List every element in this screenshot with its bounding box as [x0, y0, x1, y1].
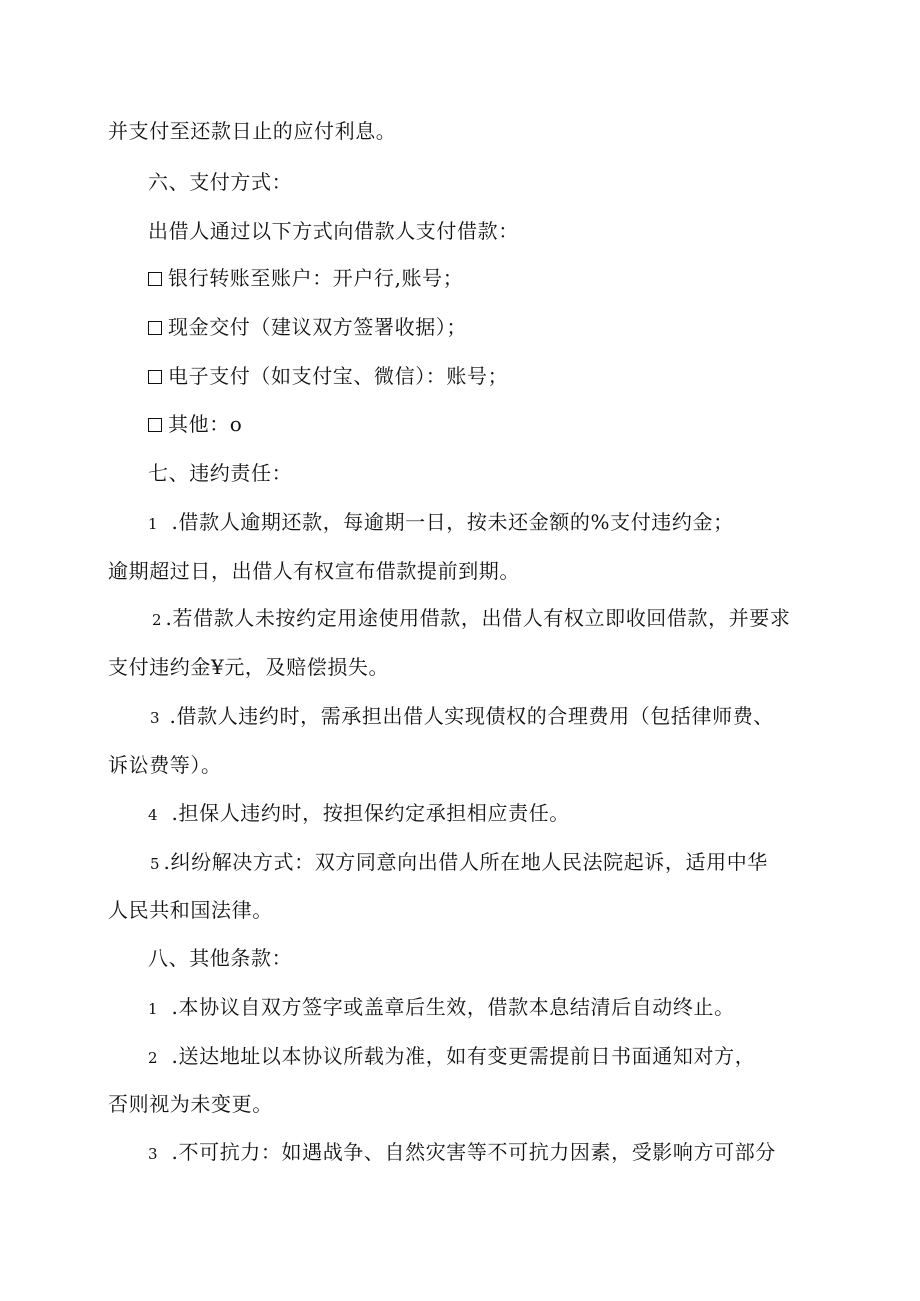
- clause-text: .若借款人未按约定用途使用借款，出借人有权立即收回借款，并要求: [165, 606, 791, 630]
- clause-number: 2: [148, 1049, 158, 1067]
- text-line: 并支付至还款日止的应付利息。: [108, 119, 397, 143]
- option-other: [148, 414, 242, 434]
- checkbox-icon: [148, 321, 162, 335]
- clause-text: .本协议自双方签字或盖章后生效，借款本息结清后自动终止。: [171, 995, 735, 1019]
- clause-item: [148, 1046, 755, 1066]
- option-bank-transfer: [148, 268, 463, 288]
- clause-text: .送达地址以本协议所载为准，如有变更需提前日书面通知对方，: [171, 1044, 756, 1068]
- clause-number: 5: [150, 855, 160, 873]
- clause-item: [152, 608, 791, 628]
- clause-text: .纠纷解决方式：双方同意向出借人所在地人民法院起诉，适用中华: [163, 850, 768, 874]
- clause-text: .担保人违约时，按担保约定承担相应责任。: [171, 801, 570, 825]
- clause-text: .借款人违约时，需承担出借人实现债权的合理费用（包括律师费、: [169, 704, 774, 728]
- clause-number: 1: [148, 1000, 158, 1018]
- section-heading-other: 八、其他条款：: [148, 946, 293, 970]
- clause-number: 3: [148, 1145, 158, 1163]
- clause-item: [150, 852, 768, 872]
- clause-item: [148, 997, 735, 1017]
- clause-number: 2: [152, 611, 162, 629]
- clause-item: [150, 706, 774, 726]
- clause-item: [148, 803, 570, 823]
- section-heading-payment: 六、支付方式：: [148, 170, 293, 194]
- option-label: 银行转账至账户：开户行,账号；: [168, 266, 464, 290]
- clause-number: 3: [150, 709, 160, 727]
- clause-number: 1: [148, 515, 158, 533]
- checkbox-icon: [148, 418, 162, 432]
- text-line: 诉讼费等）。: [108, 753, 222, 777]
- option-electronic: [148, 366, 508, 386]
- clause-item: [148, 512, 734, 532]
- clause-text: .借款人逾期还款，每逾期一日，按未还金额的%支付违约金；: [171, 510, 734, 534]
- clause-number: 4: [148, 806, 158, 824]
- option-label: 电子支付（如支付宝、微信）：账号；: [168, 364, 509, 388]
- text-line: 出借人通过以下方式向借款人支付借款：: [148, 219, 519, 243]
- text-line: 否则视为未变更。: [108, 1092, 273, 1116]
- checkbox-icon: [148, 272, 162, 286]
- checkbox-icon: [148, 370, 162, 384]
- option-label: 现金交付（建议双方签署收据）；: [168, 315, 467, 339]
- text-line: 人民共和国法律。: [108, 898, 273, 922]
- clause-text: .不可抗力：如遇战争、自然灾害等不可抗力因素，受影响方可部分: [171, 1140, 776, 1164]
- option-cash: [148, 317, 467, 337]
- clause-item: [148, 1142, 776, 1162]
- option-label: 其他：o: [168, 412, 243, 436]
- text-line: 支付违约金¥元，及赔偿损失。: [108, 655, 390, 679]
- text-line: 逾期超过日，出借人有权宣布借款提前到期。: [108, 559, 520, 583]
- section-heading-breach: 七、违约责任：: [148, 461, 293, 485]
